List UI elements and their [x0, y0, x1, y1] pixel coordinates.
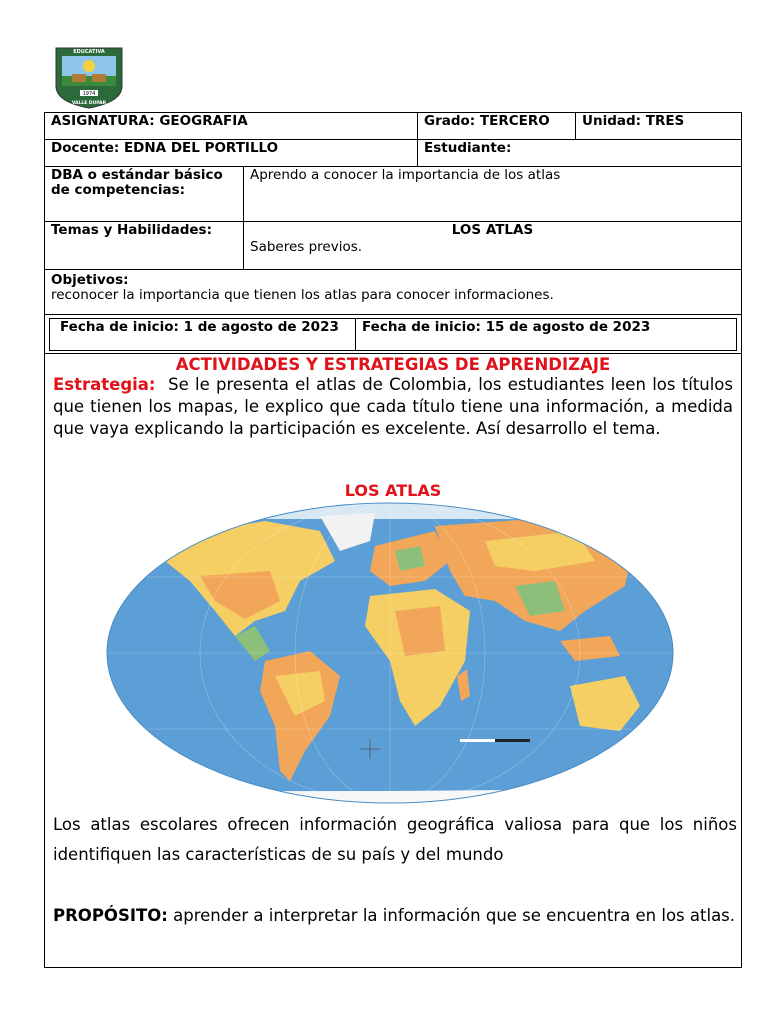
row-dba — [45, 167, 741, 222]
asignatura-cell: ASIGNATURA: GEOGRAFIA — [51, 113, 248, 129]
info-paragraph: Los atlas escolares ofrecen información geográfica valiosa para que los niños identifiquen las características de su país y del mundo — [53, 815, 737, 864]
activities-title: ACTIVIDADES Y ESTRATEGIAS DE APRENDIZAJE — [175, 355, 611, 374]
fecha-inicio-1: Fecha de inicio: 1 de agosto de 2023 — [60, 319, 339, 335]
row-teacher — [45, 140, 741, 167]
purpose-paragraph — [53, 901, 737, 931]
temas-cell — [243, 222, 741, 269]
estudiante-cell: Estudiante: — [417, 140, 741, 166]
row-temas — [45, 222, 741, 270]
fecha-inicio-2: Fecha de inicio: 15 de agosto de 2023 — [355, 319, 736, 350]
strategy-paragraph — [53, 374, 733, 440]
dba-value: Aprendo a conocer la importancia de los atlas — [243, 167, 741, 221]
objetivos-value: reconocer la importancia que tienen los atlas para conocer informaciones. — [51, 287, 554, 303]
purpose-label: PROPÓSITO: — [53, 906, 168, 925]
purpose-text: aprender a interpretar la información que se encuentra en los atlas. — [173, 906, 736, 925]
logo-bottom-text: VALLE DUPAR — [71, 101, 107, 106]
strategy-text: Se le presenta el atlas de Colombia, los estudiantes leen los títulos que tienen los mapas, le explico que cada título tiene una información, a medida que vaya explicando la participación es excelente. Así desarrollo el tema. — [53, 375, 733, 438]
dba-label: DBA o estándar básico de competencias: — [51, 167, 223, 198]
docente-cell: Docente: EDNA DEL PORTILLO — [51, 140, 279, 156]
row-objetivos — [45, 270, 741, 315]
grado-cell: Grado: TERCERO — [417, 113, 575, 139]
temas-label: Temas y Habilidades: — [51, 222, 212, 238]
world-map-image — [105, 501, 675, 806]
row-dates — [45, 315, 741, 354]
school-logo — [50, 44, 128, 110]
strategy-label: Estrategia: — [53, 375, 156, 394]
logo-top-text: EDUCATIVA — [73, 49, 105, 55]
dates-box — [49, 318, 737, 351]
lesson-plan-form — [44, 112, 742, 968]
objetivos-label: Objetivos: — [51, 272, 129, 288]
logo-year: 1974 — [82, 91, 96, 97]
map-title: LOS ATLAS — [344, 481, 442, 500]
objetivos-cell — [45, 270, 741, 314]
temas-value: Saberes previos. — [250, 239, 363, 255]
unidad-cell: Unidad: TRES — [575, 113, 741, 139]
temas-title: LOS ATLAS — [451, 222, 534, 238]
row-subject — [45, 113, 741, 140]
